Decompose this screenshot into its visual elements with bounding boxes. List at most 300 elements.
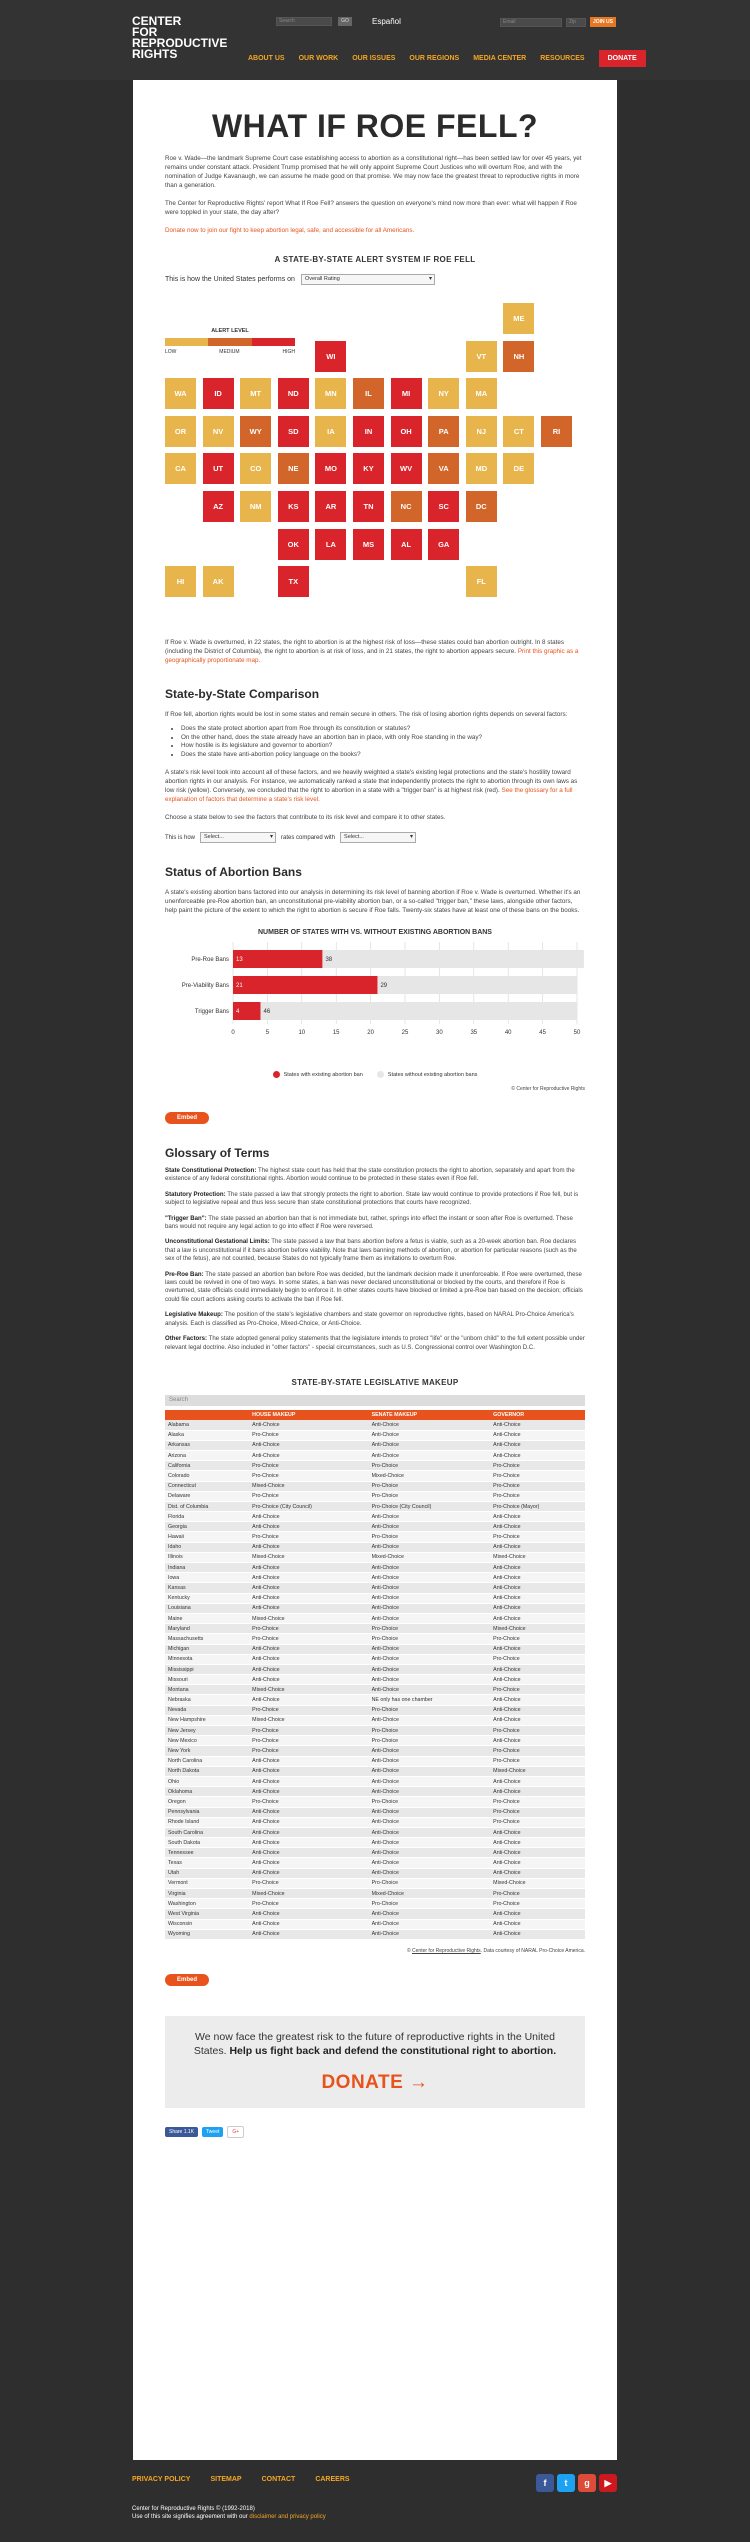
table-cell: Anti-Choice bbox=[369, 1664, 491, 1674]
table-row bbox=[165, 1705, 585, 1715]
footer-careers-link[interactable]: CAREERS bbox=[315, 2476, 350, 2483]
table-cell: Anti-Choice bbox=[369, 1746, 491, 1756]
table-row bbox=[165, 1756, 585, 1766]
glossary-definition: The state passed an abortion ban before Roe was decided, but the landmark decision made it unenforceable. If Roe were overturned, these laws could be revived in one of two ways. In some states, a ban was never declared unconstitutional or blocked by the courts, and therefore if Roe is overturned, state officials could immediately begin to enforce it. In other states courts have blocked or limited a pre-Roe ban based on the decision; officials could file court actions asking courts to activate the ban if Roe fell. bbox=[165, 1270, 583, 1303]
table-cell: Anti-Choice bbox=[369, 1848, 491, 1858]
table-cell: Anti-Choice bbox=[369, 1807, 491, 1817]
cta-donate-link[interactable]: DONATE → bbox=[321, 2071, 429, 2093]
perform-label: This is how the United States performs on bbox=[165, 276, 295, 283]
state-tile-or[interactable]: OR bbox=[165, 416, 196, 447]
table-cell: Anti-Choice bbox=[369, 1766, 491, 1776]
table-cell: Pro-Choice bbox=[490, 1726, 585, 1736]
state-tile-la[interactable]: LA bbox=[315, 529, 346, 560]
table-cell: Pro-Choice bbox=[249, 1797, 368, 1807]
state-tile-pa[interactable]: PA bbox=[428, 416, 459, 447]
state-tile-tn[interactable]: TN bbox=[353, 491, 384, 522]
state-tile-fl[interactable]: FL bbox=[466, 566, 497, 597]
state-name-cell: New Jersey bbox=[165, 1726, 249, 1736]
bar-without-ban bbox=[377, 976, 577, 994]
table-cell: Anti-Choice bbox=[369, 1838, 491, 1848]
table-cell: Anti-Choice bbox=[249, 1420, 368, 1430]
table-cell: Anti-Choice bbox=[490, 1593, 585, 1603]
logo-line: REPRODUCTIVE bbox=[132, 36, 228, 50]
state-name-cell: Iowa bbox=[165, 1573, 249, 1583]
state-tile-sc[interactable]: SC bbox=[428, 491, 459, 522]
table-cell: Anti-Choice bbox=[249, 1675, 368, 1685]
state-name-cell: Hawaii bbox=[165, 1532, 249, 1542]
state-tile-az[interactable]: AZ bbox=[203, 491, 234, 522]
state-name-cell: Oregon bbox=[165, 1797, 249, 1807]
table-cell: Anti-Choice bbox=[369, 1909, 491, 1919]
table-row bbox=[165, 1899, 585, 1909]
logo-line: FOR bbox=[132, 25, 158, 39]
table-cell: Anti-Choice bbox=[490, 1929, 585, 1939]
legend-dot bbox=[273, 1071, 280, 1078]
table-row bbox=[165, 1858, 585, 1868]
table-cell: Anti-Choice bbox=[490, 1827, 585, 1837]
table-cell: Anti-Choice bbox=[490, 1563, 585, 1573]
main-nav bbox=[248, 50, 646, 67]
table-cell: Anti-Choice bbox=[249, 1858, 368, 1868]
table-cell: Anti-Choice bbox=[490, 1787, 585, 1797]
table-row bbox=[165, 1787, 585, 1797]
table-cell: Mixed-Choice bbox=[369, 1552, 491, 1562]
bar-value-label: 13 bbox=[236, 957, 243, 963]
main-content bbox=[133, 80, 617, 2460]
donate-cta bbox=[165, 2016, 585, 2108]
state-tile-il[interactable]: IL bbox=[353, 378, 384, 409]
state-tile-nv[interactable]: NV bbox=[203, 416, 234, 447]
table-cell: Pro-Choice bbox=[490, 1481, 585, 1491]
table-row bbox=[165, 1776, 585, 1786]
table-row bbox=[165, 1889, 585, 1899]
table-cell: Anti-Choice bbox=[369, 1858, 491, 1868]
table-cell: Pro-Choice bbox=[369, 1624, 491, 1634]
table-cell: Pro-Choice bbox=[490, 1491, 585, 1501]
nav-our-issues[interactable]: OUR ISSUES bbox=[352, 55, 396, 62]
table-row bbox=[165, 1817, 585, 1827]
table-cell: Anti-Choice bbox=[249, 1807, 368, 1817]
table-row bbox=[165, 1481, 585, 1491]
table-cell: Anti-Choice bbox=[369, 1563, 491, 1573]
twitter-icon[interactable]: t bbox=[557, 2474, 575, 2492]
glossary-definition: The highest state court has held that the state constitution protects the right to abortion, separately and apart from the existence of any federal constitutional rights. Abortion would continue to be protected in these states even if Roe fell. bbox=[165, 1167, 575, 1183]
table-cell: Pro-Choice bbox=[490, 1461, 585, 1471]
state-name-cell: Rhode Island bbox=[165, 1817, 249, 1827]
chart-credit[interactable]: © Center for Reproductive Rights bbox=[511, 1086, 585, 1092]
glossary-definition: The state adopted general policy statements that the legislature intends to protect "life" or the "unborn child" to the full extent possible under relevant legal doctrine. Also included in "other factors" - special circumstances, such as U.S. Congressional control over Washington D.C. bbox=[165, 1335, 585, 1351]
table-cell: Mixed-Choice bbox=[490, 1624, 585, 1634]
legend-item bbox=[377, 1071, 478, 1078]
table-row bbox=[165, 1583, 585, 1593]
state-tile-wv[interactable]: WV bbox=[391, 453, 422, 484]
nav-about-us[interactable]: ABOUT US bbox=[248, 55, 285, 62]
state-tile-co[interactable]: CO bbox=[240, 453, 271, 484]
glossary-item bbox=[165, 1311, 585, 1328]
table-cell: Anti-Choice bbox=[369, 1654, 491, 1664]
table-cell: Anti-Choice bbox=[490, 1522, 585, 1532]
state-tile-ri[interactable]: RI bbox=[541, 416, 572, 447]
state-name-cell: South Dakota bbox=[165, 1838, 249, 1848]
table-cell: Anti-Choice bbox=[249, 1817, 368, 1827]
table-row bbox=[165, 1827, 585, 1837]
state-tile-ca[interactable]: CA bbox=[165, 453, 196, 484]
table-cell: Anti-Choice bbox=[249, 1838, 368, 1848]
column-header[interactable]: GOVERNOR bbox=[490, 1410, 585, 1420]
table-cell: Anti-Choice bbox=[369, 1430, 491, 1440]
state-a-select[interactable]: Select... ▾ bbox=[200, 832, 276, 843]
x-tick-label: 15 bbox=[332, 1030, 340, 1036]
state-tile-in[interactable]: IN bbox=[353, 416, 384, 447]
glossary-term: Other Factors: bbox=[165, 1335, 207, 1343]
state-name-cell: California bbox=[165, 1461, 249, 1471]
state-tile-mt[interactable]: MT bbox=[240, 378, 271, 409]
state-tile-tx[interactable]: TX bbox=[278, 566, 309, 597]
table-cell: Mixed-Choice bbox=[490, 1552, 585, 1562]
table-cell: Anti-Choice bbox=[490, 1450, 585, 1460]
x-tick-label: 20 bbox=[367, 1030, 374, 1036]
table-cell: Pro-Choice bbox=[249, 1705, 368, 1715]
state-tile-oh[interactable]: OH bbox=[391, 416, 422, 447]
footer-privacy-link[interactable]: PRIVACY POLICY bbox=[132, 2476, 191, 2483]
table-cell: Pro-Choice (City Council) bbox=[249, 1501, 368, 1511]
state-tile-ia[interactable]: IA bbox=[315, 416, 346, 447]
state-name-cell: Wyoming bbox=[165, 1929, 249, 1939]
state-name-cell: Alaska bbox=[165, 1430, 249, 1440]
table-cell: Anti-Choice bbox=[490, 1430, 585, 1440]
state-name-cell: Massachusetts bbox=[165, 1634, 249, 1644]
column-header[interactable] bbox=[165, 1410, 249, 1420]
table-cell: Anti-Choice bbox=[369, 1542, 491, 1552]
list-item: • On the other hand, does the state already have an abortion ban in place, with only Roe standing in the way? bbox=[181, 734, 585, 743]
bar-value-label: 21 bbox=[236, 983, 243, 989]
state-tile-nd[interactable]: ND bbox=[278, 378, 309, 409]
table-row bbox=[165, 1532, 585, 1542]
table-cell: Anti-Choice bbox=[249, 1583, 368, 1593]
alert-summary bbox=[165, 638, 585, 665]
state-tile-sd[interactable]: SD bbox=[278, 416, 309, 447]
state-name-cell: Vermont bbox=[165, 1878, 249, 1888]
state-tile-ms[interactable]: MS bbox=[353, 529, 384, 560]
site-search-input[interactable]: Search bbox=[276, 17, 332, 26]
table-row bbox=[165, 1522, 585, 1532]
state-name-cell: Kansas bbox=[165, 1583, 249, 1593]
table-cell: Pro-Choice bbox=[249, 1491, 368, 1501]
credit-prefix: © bbox=[406, 1947, 413, 1954]
table-row bbox=[165, 1695, 585, 1705]
state-tile-ar[interactable]: AR bbox=[315, 491, 346, 522]
legend-swatch-medium bbox=[208, 338, 251, 346]
table-cell: Pro-Choice (Mayor) bbox=[490, 1501, 585, 1511]
table-row bbox=[165, 1909, 585, 1919]
state-tile-vt[interactable]: VT bbox=[466, 341, 497, 372]
compare-label: rates compared with bbox=[281, 834, 336, 841]
comparison-paragraph: If Roe fell, abortion rights would be lost in some states and remain secure in others. The risk of losing abortion rights depends on several factors: bbox=[165, 711, 568, 718]
table-cell: Anti-Choice bbox=[249, 1654, 368, 1664]
table-cell: Pro-Choice bbox=[490, 1797, 585, 1807]
footer-contact-link[interactable]: CONTACT bbox=[261, 2476, 296, 2483]
table-row bbox=[165, 1929, 585, 1939]
table-row bbox=[165, 1593, 585, 1603]
table-row bbox=[165, 1685, 585, 1695]
table-cell: Mixed-Choice bbox=[369, 1471, 491, 1481]
state-name-cell: Florida bbox=[165, 1512, 249, 1522]
state-name-cell: Wisconsin bbox=[165, 1919, 249, 1929]
alert-legend bbox=[165, 328, 295, 355]
table-row bbox=[165, 1542, 585, 1552]
bans-paragraph: A state's existing abortion bans factored into our analysis in determining its risk level of banning abortion if Roe v. Wade is overturned. Whether it's an unenforceable pre-Roe abortion ban, an unconstitutional pre-viability abortion ban, or a so-called "trigger ban," these laws, alongside other factors, help paint the picture of the extent to which the right to abortion is secure if Roe falls. Twenty-six states have at least one of these bans on the books. bbox=[165, 889, 581, 914]
x-tick-label: 45 bbox=[539, 1030, 546, 1036]
table-cell: Anti-Choice bbox=[369, 1715, 491, 1725]
table-row bbox=[165, 1715, 585, 1725]
state-name-cell: North Carolina bbox=[165, 1756, 249, 1766]
table-row bbox=[165, 1563, 585, 1573]
table-row bbox=[165, 1878, 585, 1888]
bar-value-label: 4 bbox=[236, 1009, 240, 1015]
table-cell: Anti-Choice bbox=[490, 1736, 585, 1746]
table-cell: Anti-Choice bbox=[249, 1563, 368, 1573]
nav-our-work[interactable]: OUR WORK bbox=[298, 55, 339, 62]
table-cell: Pro-Choice bbox=[249, 1471, 368, 1481]
site-search-go-button[interactable]: GO bbox=[338, 17, 352, 26]
share-bar bbox=[165, 2126, 585, 2138]
state-b-select[interactable]: Select... ▾ bbox=[340, 832, 416, 843]
table-cell: Anti-Choice bbox=[490, 1715, 585, 1725]
x-tick-label: 35 bbox=[470, 1030, 478, 1036]
state-tile-ne[interactable]: NE bbox=[278, 453, 309, 484]
table-cell: Anti-Choice bbox=[249, 1827, 368, 1837]
state-tile-id[interactable]: ID bbox=[203, 378, 234, 409]
table-cell: Anti-Choice bbox=[249, 1573, 368, 1583]
state-tile-ny[interactable]: NY bbox=[428, 378, 459, 409]
state-name-cell: Nebraska bbox=[165, 1695, 249, 1705]
column-header[interactable]: HOUSE MAKEUP bbox=[249, 1410, 368, 1420]
glossary-term: Pre-Roe Ban: bbox=[165, 1270, 204, 1278]
state-tile-ks[interactable]: KS bbox=[278, 491, 309, 522]
column-header[interactable]: SENATE MAKEUP bbox=[369, 1410, 491, 1420]
table-cell: Pro-Choice bbox=[249, 1532, 368, 1542]
nav-our-regions[interactable]: OUR REGIONS bbox=[409, 55, 460, 62]
glossary-definition: The position of the state's legislative chambers and state governor on reproductive rights, based on NARAL Pro-Choice America's analysis. Each is classified as Pro-Choice, Mixed-Choice, or Anti-Choice. bbox=[165, 1311, 574, 1327]
table-cell: Anti-Choice bbox=[369, 1450, 491, 1460]
state-tile-va[interactable]: VA bbox=[428, 453, 459, 484]
facebook-share-button[interactable]: Share 1.1K bbox=[165, 2127, 198, 2137]
table-cell: NE only has one chamber bbox=[369, 1695, 491, 1705]
state-tile-wy[interactable]: WY bbox=[240, 416, 271, 447]
table-cell: Anti-Choice bbox=[249, 1787, 368, 1797]
list-item: • Does the state protect abortion apart from Roe through its constitution or statutes? bbox=[181, 725, 585, 734]
comparison-heading: State-by-State Comparison bbox=[165, 687, 320, 701]
signup-zip-input[interactable]: Zip bbox=[566, 18, 586, 27]
credit-link[interactable]: Center for Reproductive Rights bbox=[412, 1947, 481, 1954]
glossary-term: Unconstitutional Gestational Limits: bbox=[165, 1238, 270, 1246]
state-tile-ok[interactable]: OK bbox=[278, 529, 309, 560]
state-name-cell: Delaware bbox=[165, 1491, 249, 1501]
state-tile-ct[interactable]: CT bbox=[503, 416, 534, 447]
state-name-cell: New Mexico bbox=[165, 1736, 249, 1746]
table-row bbox=[165, 1675, 585, 1685]
table-search-input[interactable]: Search bbox=[165, 1395, 585, 1406]
glossary-term: Statutory Protection: bbox=[165, 1190, 226, 1198]
table-cell: Pro-Choice bbox=[369, 1532, 491, 1542]
glossary-link[interactable]: See the glossary for a full explanation of factors that determine a state's risk level. bbox=[165, 787, 573, 803]
state-name-cell: Maine bbox=[165, 1613, 249, 1623]
table-cell: Anti-Choice bbox=[490, 1583, 585, 1593]
glossary-definition: The state passed a law that strongly protects the right to abortion. State law would continue to provide protections if Roe fell, but is subject to legislative repeal and thus less secure than state constitutional protections that courts have recognized. bbox=[165, 1190, 579, 1207]
intro-paragraph: The Center for Reproductive Rights' report What If Roe Fell? answers the question on everyone's mind now more than ever: what will happen if Roe were toppled in your state, the day after? bbox=[165, 200, 577, 216]
gplus-icon[interactable]: g bbox=[578, 2474, 596, 2492]
table-cell: Mixed-Choice bbox=[249, 1552, 368, 1562]
gplus-share-button[interactable]: G+ bbox=[227, 2126, 244, 2138]
state-tile-mn[interactable]: MN bbox=[315, 378, 346, 409]
table-row bbox=[165, 1491, 585, 1501]
state-tile-map bbox=[165, 299, 585, 629]
embed-button[interactable]: Embed bbox=[165, 1974, 209, 1986]
state-tile-mi[interactable]: MI bbox=[391, 378, 422, 409]
table-cell: Anti-Choice bbox=[490, 1868, 585, 1878]
table-cell: Pro-Choice bbox=[249, 1746, 368, 1756]
comparison-paragraph: Choose a state below to see the factors that contribute to its risk level and compare it to other states. bbox=[165, 814, 446, 821]
glossary-definition: The state passed a law that bans abortion before a fetus is viable, such as a 20-week abortion ban. Roe declares that a law is unconstitutional if it bans abortion before viability. Note that laws banning methods of abortion, or abortion for particular reasons (such as the sex of the fetus), are not counted, because States do not typically frame them as invitations to overturn Roe. bbox=[165, 1238, 577, 1263]
join-us-button[interactable]: JOIN US bbox=[590, 17, 616, 27]
table-row bbox=[165, 1726, 585, 1736]
state-tile-ak[interactable]: AK bbox=[203, 566, 234, 597]
rating-select[interactable]: Overall Rating ▾ bbox=[301, 274, 435, 285]
table-cell: Pro-Choice bbox=[369, 1491, 491, 1501]
state-tile-nm[interactable]: NM bbox=[240, 491, 271, 522]
legend-low-label: LOW bbox=[165, 349, 177, 355]
table-cell: Pro-Choice bbox=[490, 1532, 585, 1542]
legislative-heading: STATE-BY-STATE LEGISLATIVE MAKEUP bbox=[291, 1377, 459, 1387]
table-cell: Pro-Choice bbox=[249, 1634, 368, 1644]
table-row bbox=[165, 1868, 585, 1878]
table-cell: Anti-Choice bbox=[490, 1848, 585, 1858]
table-cell: Anti-Choice bbox=[369, 1644, 491, 1654]
state-name-cell: Dist. of Columbia bbox=[165, 1501, 249, 1511]
table-row bbox=[165, 1797, 585, 1807]
state-tile-ga[interactable]: GA bbox=[428, 529, 459, 560]
state-tile-de[interactable]: DE bbox=[503, 453, 534, 484]
table-cell: Anti-Choice bbox=[249, 1695, 368, 1705]
state-tile-hi[interactable]: HI bbox=[165, 566, 196, 597]
state-name-cell: Indiana bbox=[165, 1563, 249, 1573]
state-tile-wa[interactable]: WA bbox=[165, 378, 196, 409]
table-cell: Anti-Choice bbox=[369, 1613, 491, 1623]
state-tile-nc[interactable]: NC bbox=[391, 491, 422, 522]
table-cell: Mixed-Choice bbox=[490, 1878, 585, 1888]
table-row bbox=[165, 1766, 585, 1776]
table-cell: Mixed-Choice bbox=[490, 1766, 585, 1776]
table-cell: Anti-Choice bbox=[369, 1583, 491, 1593]
embed-button[interactable]: Embed bbox=[165, 1112, 209, 1124]
footer-copyright bbox=[132, 2505, 326, 2521]
x-tick-label: 40 bbox=[504, 1030, 512, 1036]
table-row bbox=[165, 1512, 585, 1522]
table-cell: Anti-Choice bbox=[249, 1766, 368, 1776]
twitter-share-button[interactable]: Tweet bbox=[202, 2127, 223, 2137]
state-tile-al[interactable]: AL bbox=[391, 529, 422, 560]
glossary-heading: Glossary of Terms bbox=[165, 1146, 270, 1160]
state-tile-md[interactable]: MD bbox=[466, 453, 497, 484]
footer-sitemap-link[interactable]: SITEMAP bbox=[210, 2476, 242, 2483]
site-header bbox=[0, 0, 750, 80]
table-row bbox=[165, 1440, 585, 1450]
table-row bbox=[165, 1644, 585, 1654]
alert-summary-text: If Roe v. Wade is overturned, in 22 states, the right to abortion is at the highest risk of loss—these states could ban abortion outright. In 8 states (including the District of Columbia), the right to abortion is at risk of loss, and in 21 states, the right to abortion appears secure. bbox=[165, 639, 565, 655]
facebook-icon[interactable]: f bbox=[536, 2474, 554, 2492]
state-tile-ma[interactable]: MA bbox=[466, 378, 497, 409]
bar-value-label: 46 bbox=[263, 1009, 271, 1015]
table-cell: Pro-Choice bbox=[490, 1654, 585, 1664]
table-cell: Pro-Choice bbox=[369, 1899, 491, 1909]
state-name-cell: North Dakota bbox=[165, 1766, 249, 1776]
state-tile-nh[interactable]: NH bbox=[503, 341, 534, 372]
table-cell: Anti-Choice bbox=[369, 1685, 491, 1695]
table-cell: Anti-Choice bbox=[490, 1909, 585, 1919]
nav-donate-button[interactable]: DONATE bbox=[599, 50, 646, 67]
bans-heading: Status of Abortion Bans bbox=[165, 865, 302, 879]
language-link[interactable]: Español bbox=[372, 17, 401, 26]
y-category-label: Pre-Roe Bans bbox=[191, 957, 229, 963]
table-cell: Pro-Choice bbox=[249, 1878, 368, 1888]
legend-medium-label: MEDIUM bbox=[219, 349, 240, 355]
table-cell: Anti-Choice bbox=[490, 1705, 585, 1715]
table-cell: Pro-Choice bbox=[369, 1461, 491, 1471]
table-cell: Pro-Choice bbox=[369, 1634, 491, 1644]
site-logo[interactable] bbox=[132, 14, 228, 61]
table-row bbox=[165, 1573, 585, 1583]
state-tile-nj[interactable]: NJ bbox=[466, 416, 497, 447]
bar-with-ban bbox=[233, 976, 377, 994]
state-name-cell: Arizona bbox=[165, 1450, 249, 1460]
nav-resources[interactable]: RESOURCES bbox=[540, 55, 585, 62]
table-row bbox=[165, 1634, 585, 1644]
state-name-cell: Connecticut bbox=[165, 1481, 249, 1491]
state-tile-ut[interactable]: UT bbox=[203, 453, 234, 484]
state-tile-ky[interactable]: KY bbox=[353, 453, 384, 484]
state-tile-dc[interactable]: DC bbox=[466, 491, 497, 522]
table-cell: Anti-Choice bbox=[490, 1573, 585, 1583]
chart-legend bbox=[165, 1071, 585, 1078]
table-cell: Anti-Choice bbox=[249, 1909, 368, 1919]
donate-link[interactable]: Donate now to join our fight to keep abortion legal, safe, and accessible for all Americans. bbox=[165, 227, 415, 234]
list-item: • How hostile is its legislature and governor to abortion? bbox=[181, 742, 585, 751]
table-cell: Pro-Choice bbox=[249, 1461, 368, 1471]
table-cell: Anti-Choice bbox=[249, 1450, 368, 1460]
alert-heading: A STATE-BY-STATE ALERT SYSTEM IF ROE FELL bbox=[274, 255, 476, 264]
state-name-cell: Idaho bbox=[165, 1542, 249, 1552]
table-cell: Pro-Choice bbox=[369, 1797, 491, 1807]
compare-label: This is how bbox=[165, 834, 196, 841]
youtube-icon[interactable]: ▶ bbox=[599, 2474, 617, 2492]
table-row bbox=[165, 1461, 585, 1471]
signup-email-input[interactable]: Email bbox=[500, 18, 562, 27]
table-row bbox=[165, 1664, 585, 1674]
table-cell: Pro-Choice bbox=[249, 1726, 368, 1736]
print-map-link[interactable]: Print this graphic as a geographically proportionate map. bbox=[165, 648, 579, 664]
state-tile-mo[interactable]: MO bbox=[315, 453, 346, 484]
state-tile-me[interactable]: ME bbox=[503, 303, 534, 334]
x-tick-label: 10 bbox=[298, 1030, 306, 1036]
table-cell: Anti-Choice bbox=[490, 1664, 585, 1674]
table-cell: Anti-Choice bbox=[249, 1522, 368, 1532]
table-row bbox=[165, 1552, 585, 1562]
glossary-term: State Constitutional Protection: bbox=[165, 1167, 257, 1174]
state-tile-wi[interactable]: WI bbox=[315, 341, 346, 372]
table-cell: Anti-Choice bbox=[490, 1542, 585, 1552]
disclaimer-link[interactable]: disclaimer and privacy policy bbox=[249, 2514, 326, 2520]
nav-media-center[interactable]: MEDIA CENTER bbox=[473, 55, 527, 62]
